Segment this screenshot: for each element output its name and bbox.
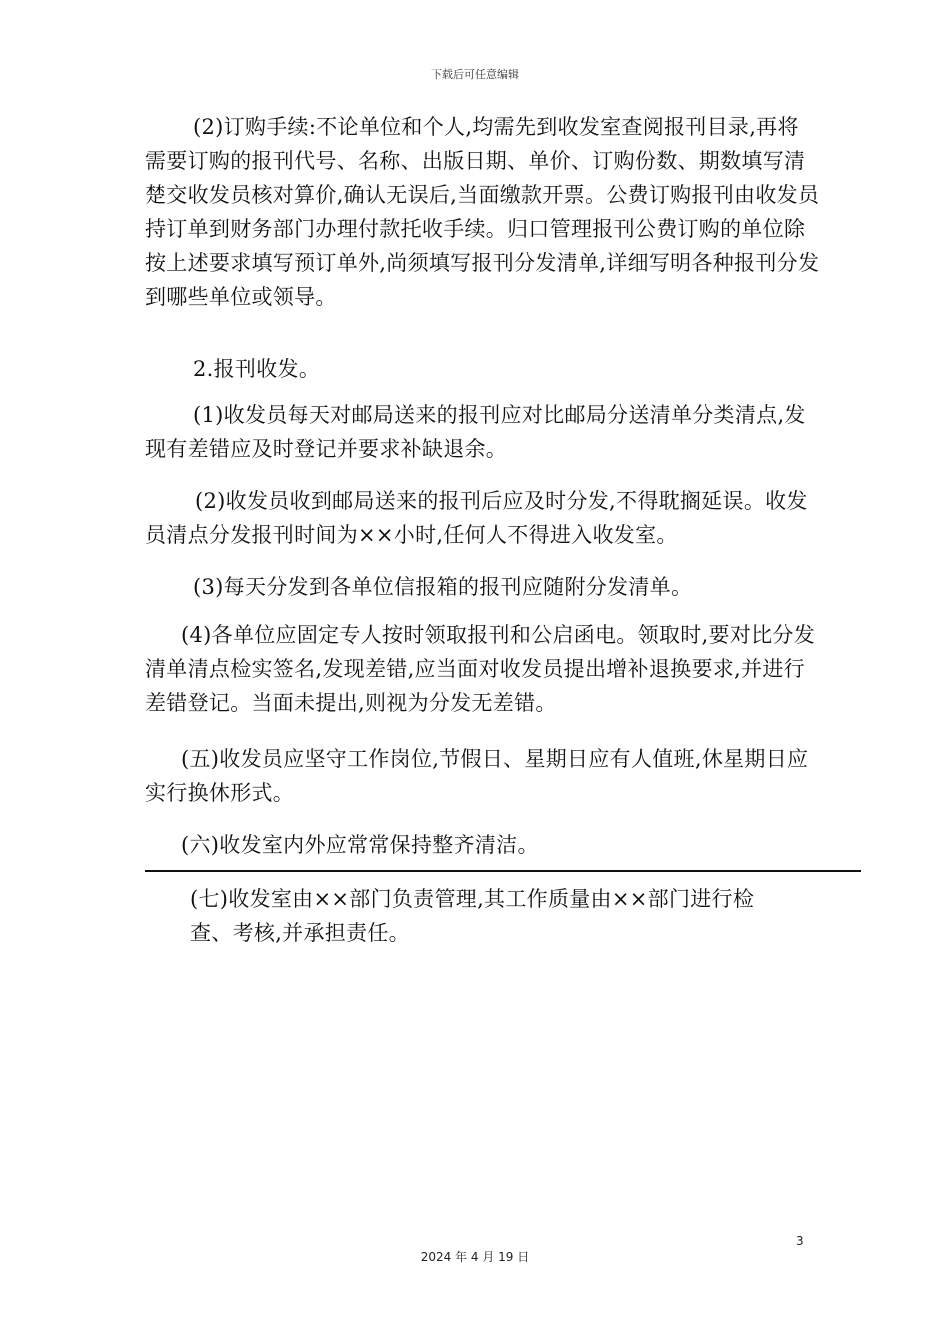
footer-date: 2024 年 4 月 19 日: [420, 1250, 530, 1264]
paragraph-timely-distribution: (2)收发员收到邮局送来的报刊后应及时分发,不得耽搁延误。收发员清点分发报刊时间为××小时,任何人不得进入收发室。: [145, 489, 808, 547]
header-note: 下载后可任意编辑: [431, 68, 519, 81]
paragraph-section-heading: 2.报刊收发。: [193, 357, 321, 381]
paragraph-pickup-rules: (4)各单位应固定专人按时领取报刊和公启函电。领取时,要对比分发清单清点检实签名,发现差错,应当面对收发员提出增补退换要求,并进行差错登记。当面未提出,则视为分发无差错。: [145, 623, 816, 715]
paragraph-distribution-list: (3)每天分发到各单位信报箱的报刊应随附分发清单。: [193, 575, 693, 599]
paragraph-subscription-procedure: (2)订购手续:不论单位和个人,均需先到收发室查阅报刊目录,再将需要订购的报刊代号、名称、出版日期、单价、订购份数、期数填写清楚交收发员核对算价,确认无误后,当面缴款开票。公费订购报刊由收发员持订单到财务部门办理付款托收手续。归口管理报刊公费订购的单位除按上述要求填写预订单外,尚须填写报刊分发清单,详细写明各种报刊分发到哪些单位或领导。: [145, 115, 820, 309]
paragraph-cleanliness: (六)收发室内外应常常保持整齐清洁。: [181, 833, 539, 857]
horizontal-divider: [145, 870, 861, 872]
page-number: 3: [796, 1234, 804, 1248]
paragraph-management-responsibility: (七)收发室由××部门负责管理,其工作质量由××部门进行检查、考核,并承担责任。: [190, 887, 755, 945]
paragraph-duty-schedule: (五)收发员应坚守工作岗位,节假日、星期日应有人值班,休星期日应实行换休形式。: [145, 747, 809, 805]
paragraph-receive-check: (1)收发员每天对邮局送来的报刊应对比邮局分送清单分类清点,发现有差错应及时登记并要求补缺退余。: [145, 403, 806, 461]
